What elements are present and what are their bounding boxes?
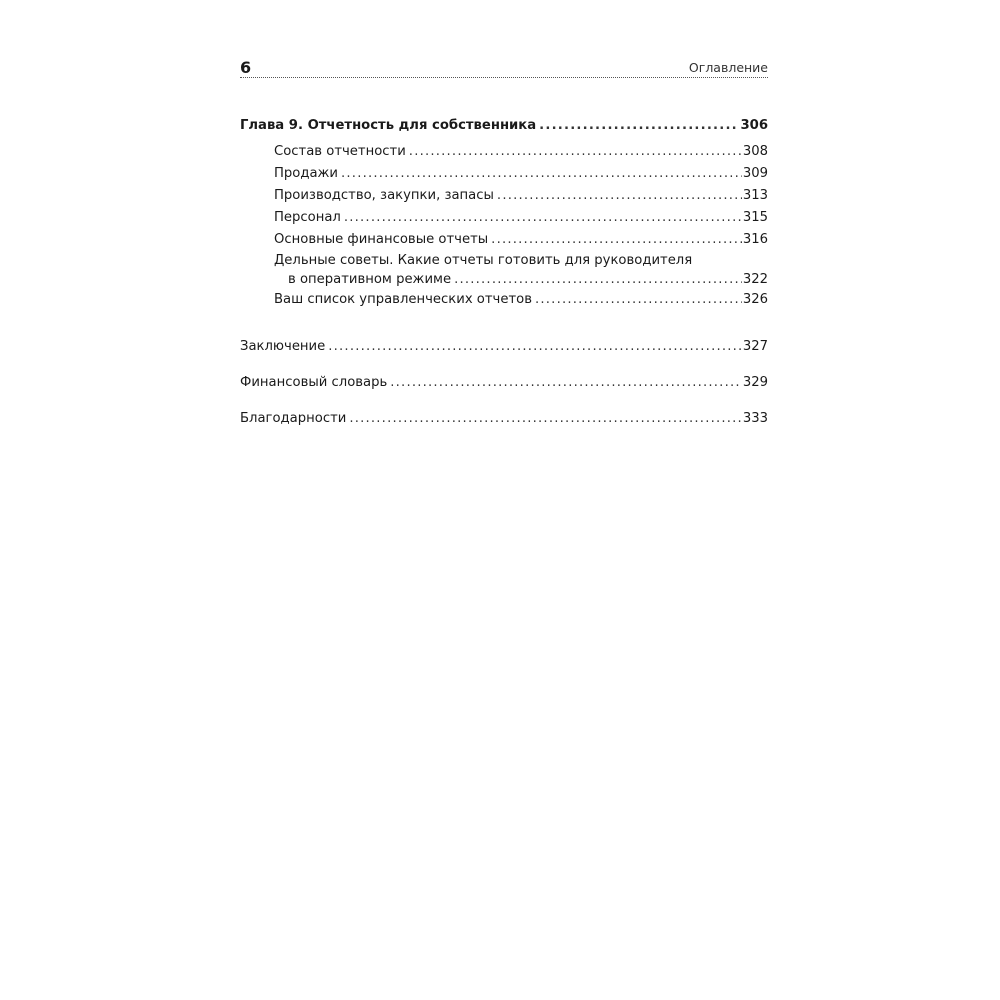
running-head — [240, 56, 768, 78]
toc-section-wrapped[interactable] — [240, 251, 768, 289]
toc-entry-page: 309 — [742, 166, 768, 181]
toc-glossary[interactable] — [240, 372, 768, 394]
toc-section[interactable] — [240, 185, 768, 207]
toc-entry-title: Основные финансовые отчеты — [274, 232, 489, 247]
toc-entry-page: 322 — [742, 272, 768, 287]
page-number: 6 — [240, 58, 252, 77]
toc-section[interactable] — [240, 289, 768, 311]
toc-entry-page: 326 — [742, 292, 768, 307]
toc-section[interactable] — [240, 229, 768, 251]
toc-entry-page: 333 — [742, 411, 768, 426]
toc-entry-title: Благодарности — [240, 411, 347, 426]
header-dotted-rule — [240, 77, 768, 78]
toc-section[interactable] — [240, 207, 768, 229]
toc-entry-title: Состав отчетности — [274, 144, 406, 159]
dot-leader — [390, 372, 742, 394]
toc-section[interactable] — [240, 163, 768, 185]
toc-entry-title: Производство, закупки, запасы — [274, 188, 494, 203]
toc-entry-title: Глава 9. Отчетность для собственника — [240, 118, 537, 133]
toc-chapter-9[interactable] — [240, 115, 768, 137]
dot-leader — [454, 270, 742, 289]
toc-acknowledgements[interactable] — [240, 408, 768, 430]
dot-leader — [539, 115, 739, 137]
toc-entry-title: Ваш список управленческих отчетов — [274, 292, 532, 307]
toc-entry-continuation — [274, 270, 768, 289]
toc-entry-page: 306 — [740, 118, 768, 133]
toc-entry-page: 329 — [742, 375, 768, 390]
toc-entry-page: 308 — [742, 144, 768, 159]
running-title: Оглавление — [688, 60, 768, 75]
dot-leader — [349, 408, 742, 430]
dot-leader — [409, 141, 742, 163]
table-of-contents — [240, 115, 768, 430]
toc-entry-title: Продажи — [274, 166, 339, 181]
toc-entry-title: Заключение — [240, 339, 326, 354]
spacer — [240, 311, 768, 322]
dot-leader — [344, 207, 742, 229]
toc-entry-page: 316 — [742, 232, 768, 247]
toc-entry-title-line1: Дельные советы. Какие отчеты готовить для руководителя — [274, 253, 693, 268]
dot-leader — [328, 336, 742, 358]
toc-entry-page: 313 — [742, 188, 768, 203]
dot-leader — [491, 229, 742, 251]
toc-section[interactable] — [240, 141, 768, 163]
dot-leader — [497, 185, 742, 207]
toc-entry-title: Финансовый словарь — [240, 375, 388, 390]
dot-leader — [535, 289, 742, 311]
toc-entry-title: Персонал — [274, 210, 341, 225]
toc-entry-page: 327 — [742, 339, 768, 354]
book-page — [240, 56, 768, 430]
toc-entry-page: 315 — [742, 210, 768, 225]
dot-leader — [341, 163, 742, 185]
toc-conclusion[interactable] — [240, 336, 768, 358]
toc-entry-title-line2: в оперативном режиме — [288, 272, 452, 287]
